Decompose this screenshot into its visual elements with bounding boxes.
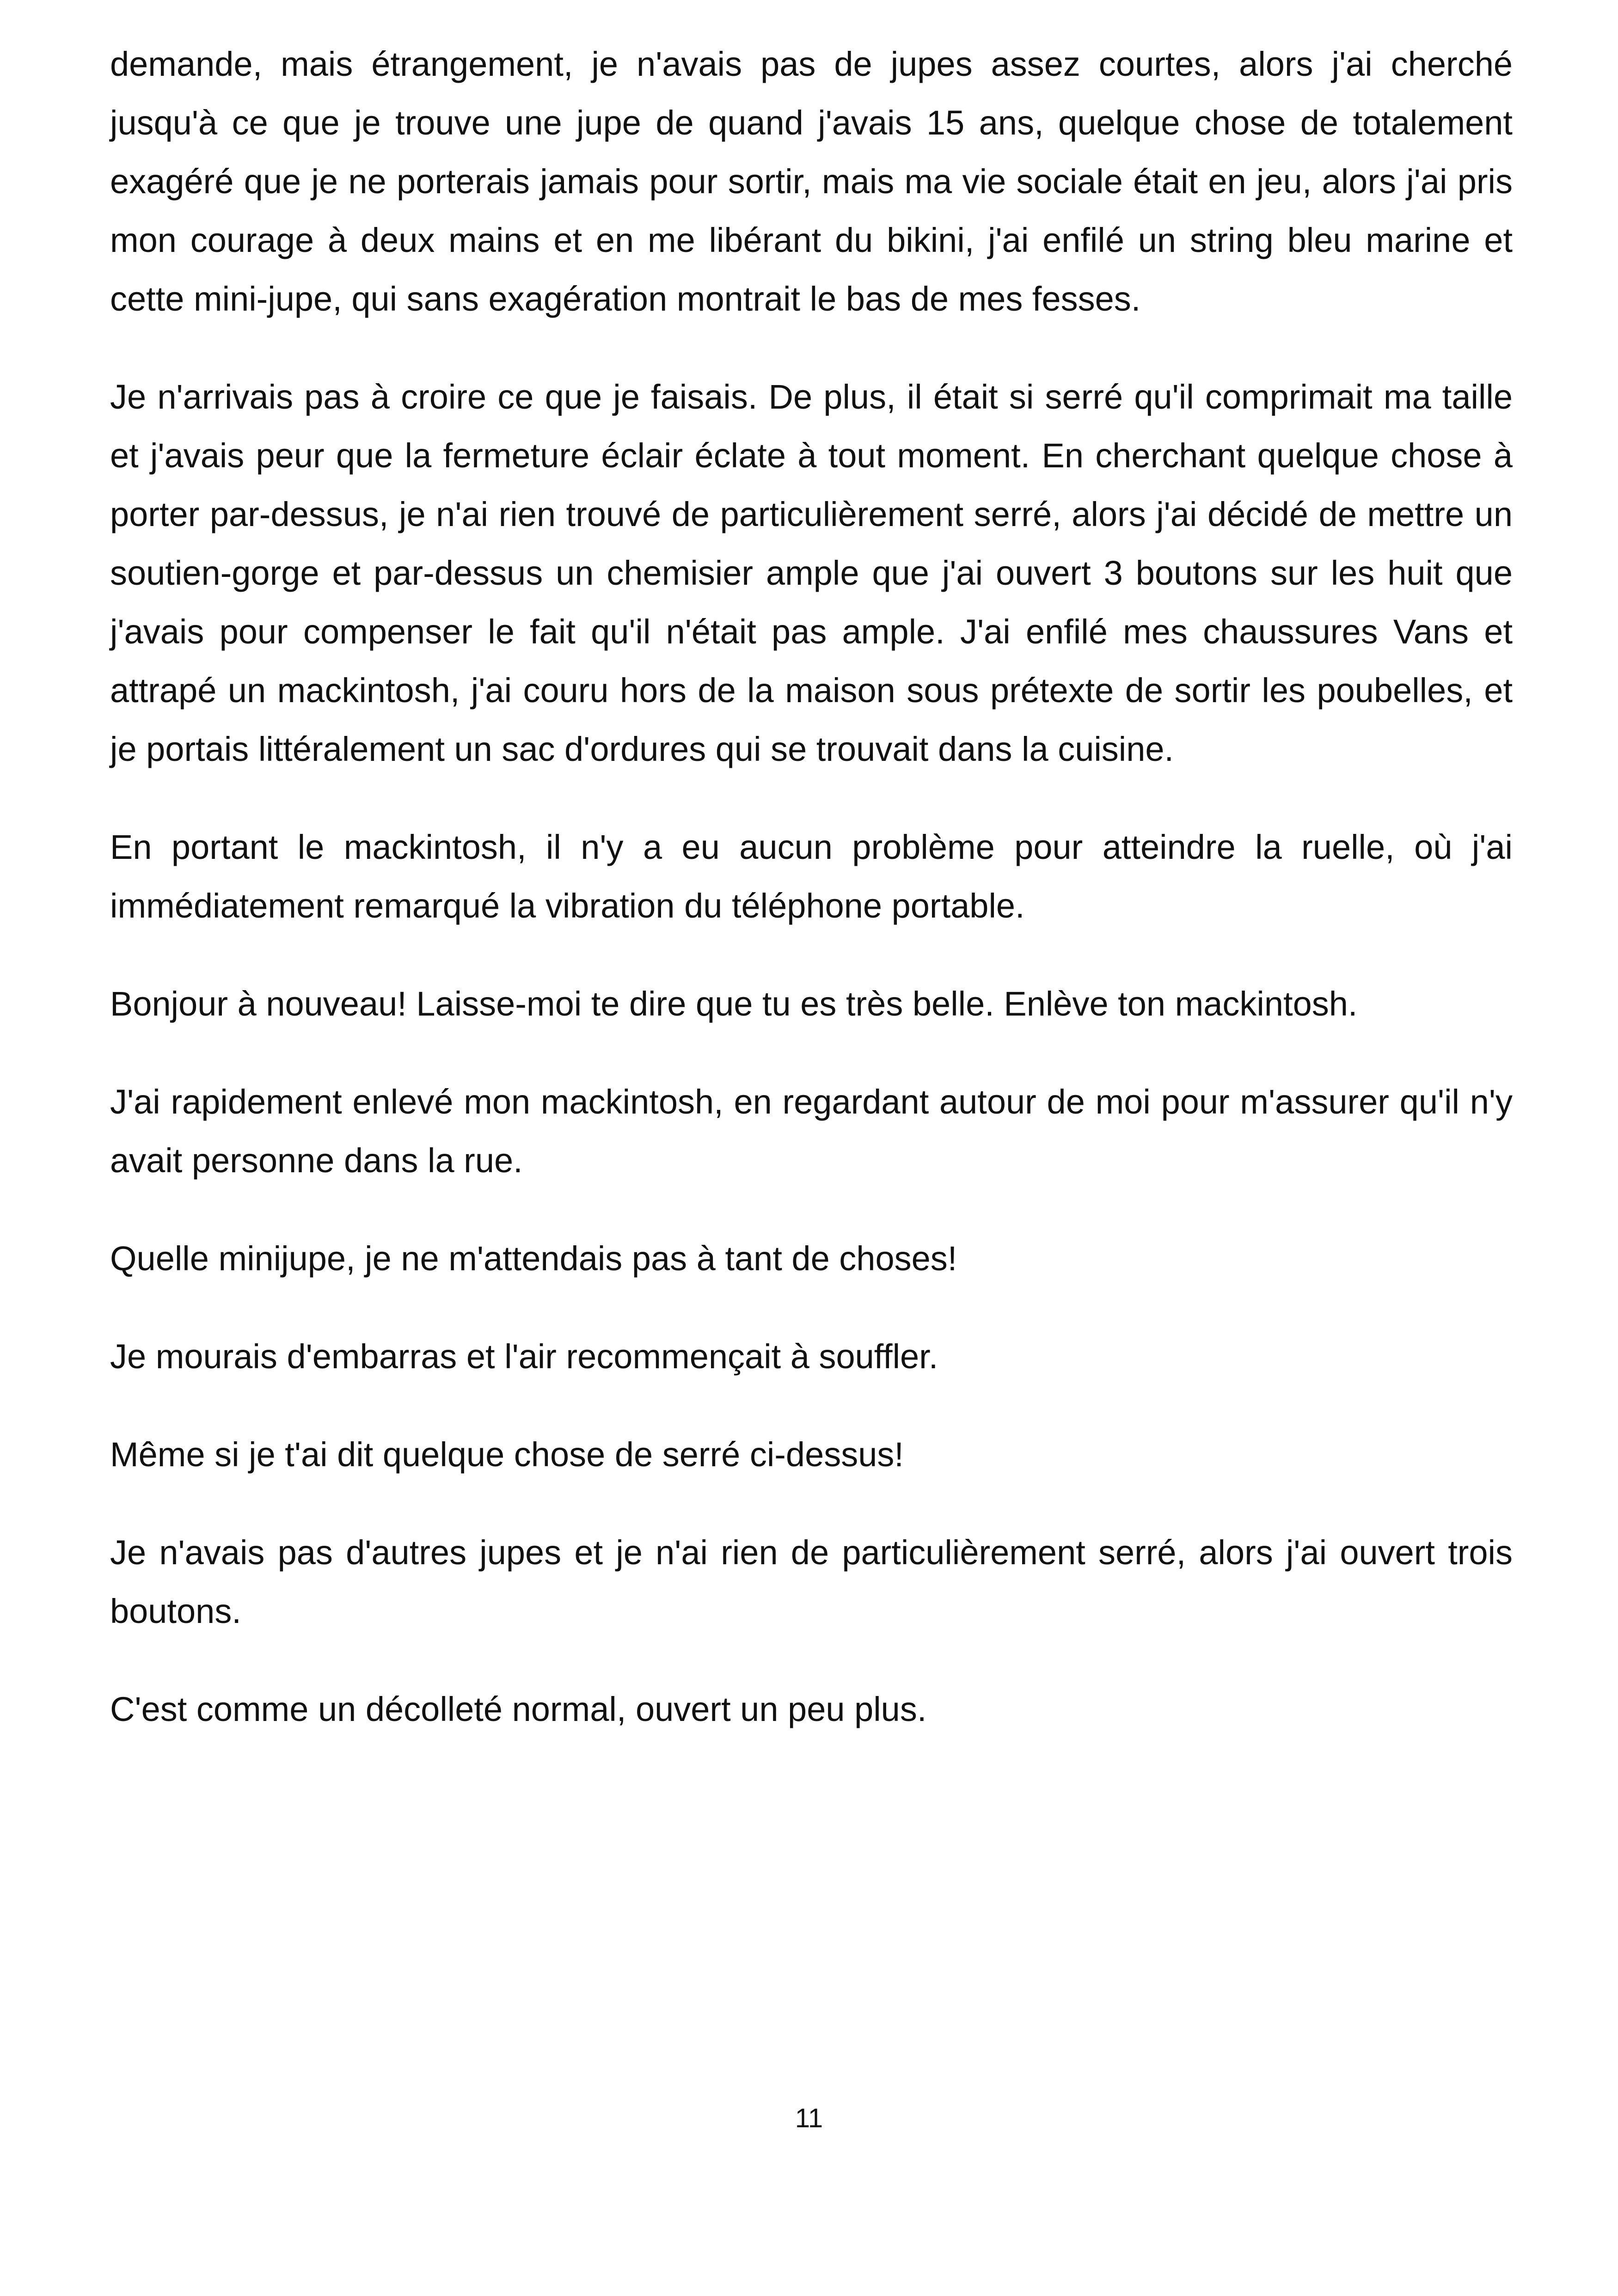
paragraph: En portant le mackintosh, il n'y a eu aucun problème pour atteindre la ruelle, où j'ai immédiatement remarqué la vibration du téléphone portable. (110, 828, 1513, 925)
paragraph: Bonjour à nouveau! Laisse-moi te dire que tu es très belle. Enlève ton mackintosh. (110, 985, 1358, 1023)
paragraph: demande, mais étrangement, je n'avais pas de jupes assez courtes, alors j'ai cherché jusqu'à ce que je trouve une jupe de quand j'avais 15 ans, quelque chose de totalement exagéré que je ne porterais jamais pour sortir, mais ma vie sociale était en jeu, alors j'ai pris mon courage à deux mains et en me libérant du bikini, j'ai enfilé un string bleu marine et cette mini-jupe, qui sans exagération montrait le bas de mes fesses. (110, 45, 1513, 318)
paragraph: Je mourais d'embarras et l'air recommençait à souffler. (110, 1337, 938, 1376)
paragraph: C'est comme un décolleté normal, ouvert un peu plus. (110, 1690, 927, 1728)
paragraph: Même si je t'ai dit quelque chose de serré ci-dessus! (110, 1435, 904, 1474)
paragraph: J'ai rapidement enlevé mon mackintosh, en regardant autour de moi pour m'assurer qu'il n'y avait personne dans la rue. (110, 1083, 1513, 1180)
page-number: 11 (795, 2103, 823, 2133)
paragraph: Quelle minijupe, je ne m'attendais pas à tant de choses! (110, 1239, 957, 1278)
paragraph: Je n'arrivais pas à croire ce que je faisais. De plus, il était si serré qu'il comprimait ma taille et j'avais peur que la fermeture éclair éclate à tout moment. En cherchant quelque chose à porter par-dessus, je n'ai rien trouvé de particulièrement serré, alors j'ai décidé de mettre un soutien-gorge et par-dessus un chemisier ample que j'ai ouvert 3 boutons sur les huit que j'avais pour compenser le fait qu'il n'était pas ample. J'ai enfilé mes chaussures Vans et attrapé un mackintosh, j'ai couru hors de la maison sous prétexte de sortir les poubelles, et je portais littéralement un sac d'ordures qui se trouvait dans la cuisine. (110, 378, 1513, 768)
paragraph: Je n'avais pas d'autres jupes et je n'ai rien de particulièrement serré, alors j'ai ouvert trois boutons. (110, 1533, 1513, 1630)
body-text (110, 35, 1513, 1778)
